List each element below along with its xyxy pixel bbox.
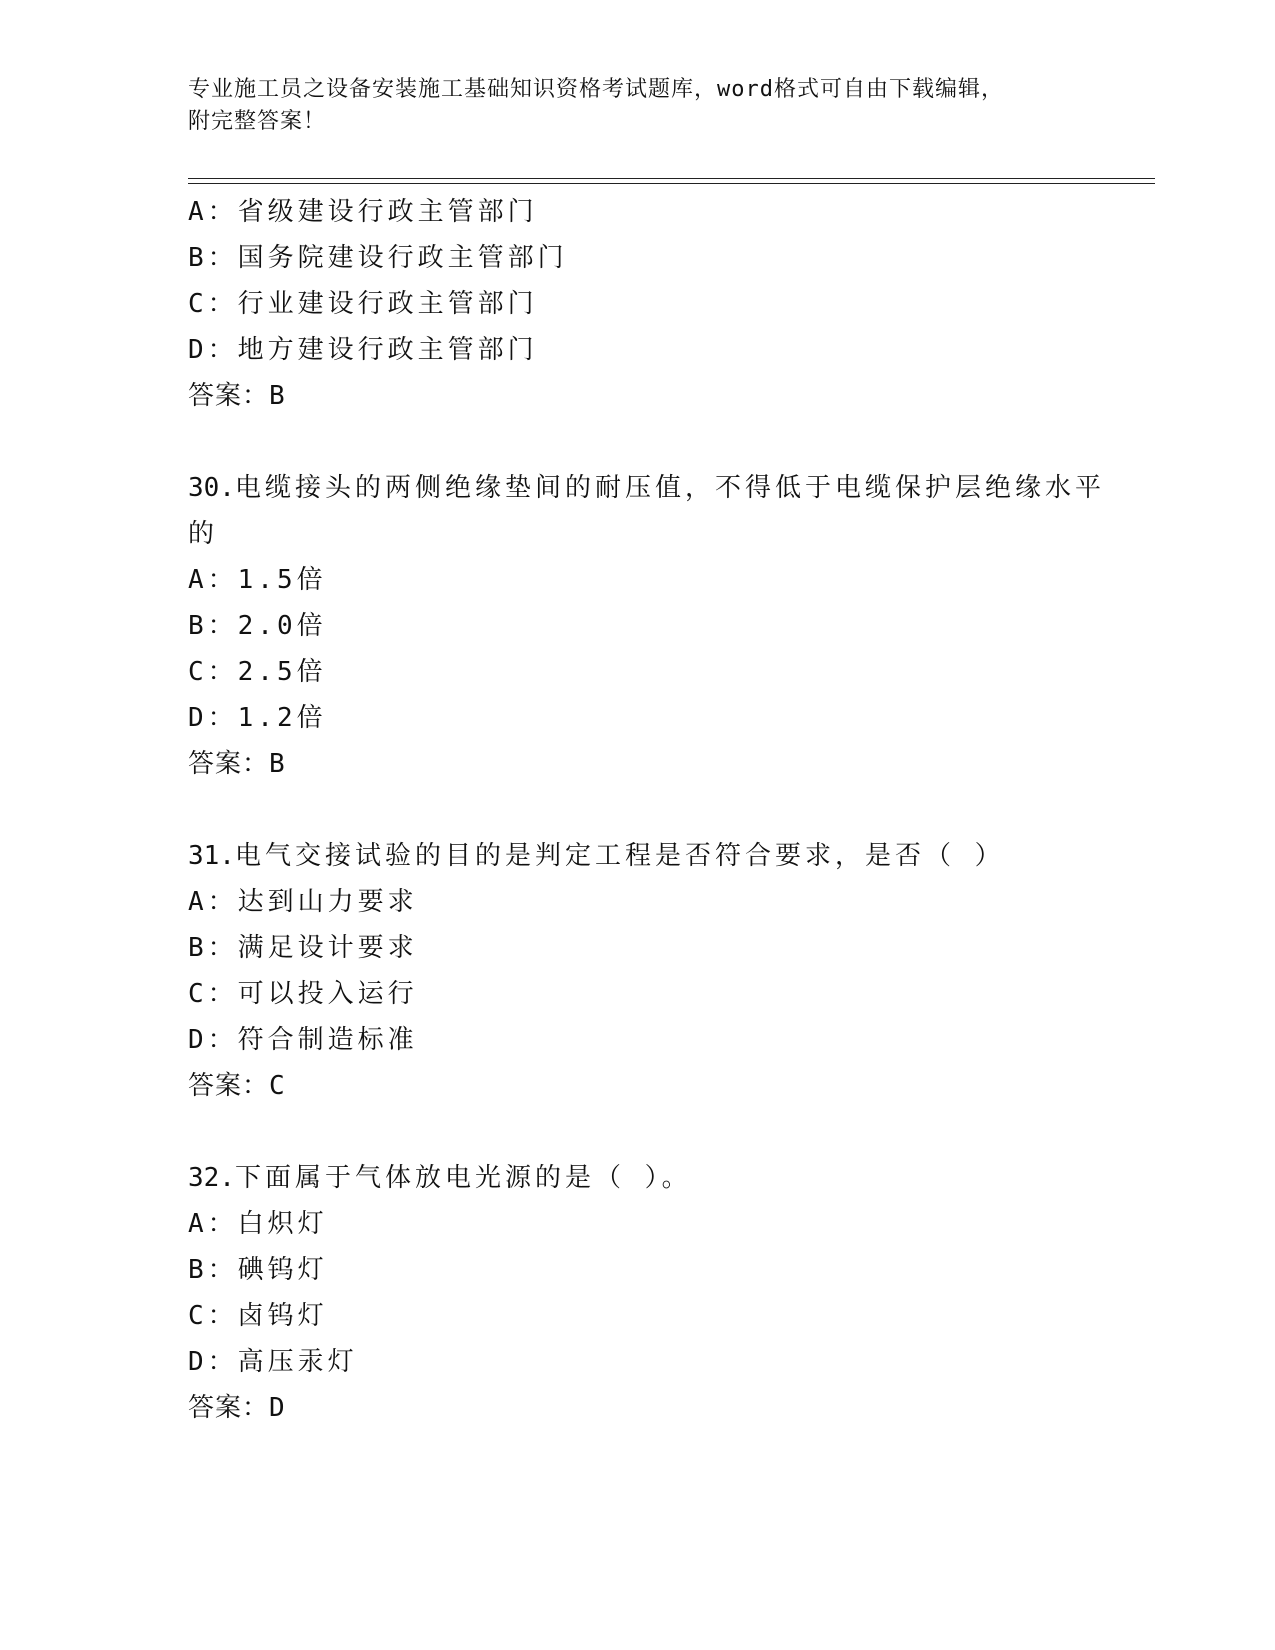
option-c: C：行业建设行政主管部门 — [188, 289, 538, 319]
option-a: A：达到山力要求 — [188, 887, 418, 917]
option-b: B：国务院建设行政主管部门 — [188, 243, 568, 273]
option-b: B：2.0倍 — [188, 611, 327, 641]
option-c: C：卤钨灯 — [188, 1301, 328, 1331]
option-c: C：2.5倍 — [188, 657, 327, 687]
document-header — [188, 74, 1088, 138]
question-block-31 — [188, 833, 1088, 1109]
question-number: 30. — [188, 473, 235, 503]
option-b: B：碘钨灯 — [188, 1255, 328, 1285]
question-list — [188, 189, 1105, 1431]
question-number: 32. — [188, 1163, 235, 1193]
question-stem: 32.下面属于气体放电光源的是（ ）。 — [188, 1163, 692, 1193]
answer-line: 答案：B — [188, 749, 286, 779]
answer-line: 答案：D — [188, 1393, 286, 1423]
option-a: A：1.5倍 — [188, 565, 327, 595]
question-number: 31. — [188, 841, 235, 871]
option-d: D：地方建设行政主管部门 — [188, 335, 538, 365]
header-divider — [188, 178, 1155, 184]
option-a: A：白炽灯 — [188, 1209, 328, 1239]
option-a: A：省级建设行政主管部门 — [188, 197, 538, 227]
question-stem: 30.电缆接头的两侧绝缘垫间的耐压值，不得低于电缆保护层绝缘水平 — [188, 473, 1105, 503]
question-block-29 — [188, 189, 1088, 419]
answer-line: 答案：C — [188, 1071, 286, 1101]
header-line-1: 专业施工员之设备安装施工基础知识资格考试题库，word格式可自由下载编辑， — [188, 77, 1004, 102]
header-line-2: 附完整答案！ — [188, 109, 327, 134]
option-b: B：满足设计要求 — [188, 933, 418, 963]
option-c: C：可以投入运行 — [188, 979, 418, 1009]
question-stem: 31.电气交接试验的目的是判定工程是否符合要求，是否（ ） — [188, 841, 1005, 871]
option-d: D：高压汞灯 — [188, 1347, 358, 1377]
answer-line: 答案：B — [188, 381, 286, 411]
option-d: D：符合制造标准 — [188, 1025, 418, 1055]
question-stem-continued: 的 — [188, 519, 219, 549]
question-block-32 — [188, 1155, 1088, 1431]
option-d: D：1.2倍 — [188, 703, 327, 733]
question-block-30 — [188, 465, 1105, 787]
